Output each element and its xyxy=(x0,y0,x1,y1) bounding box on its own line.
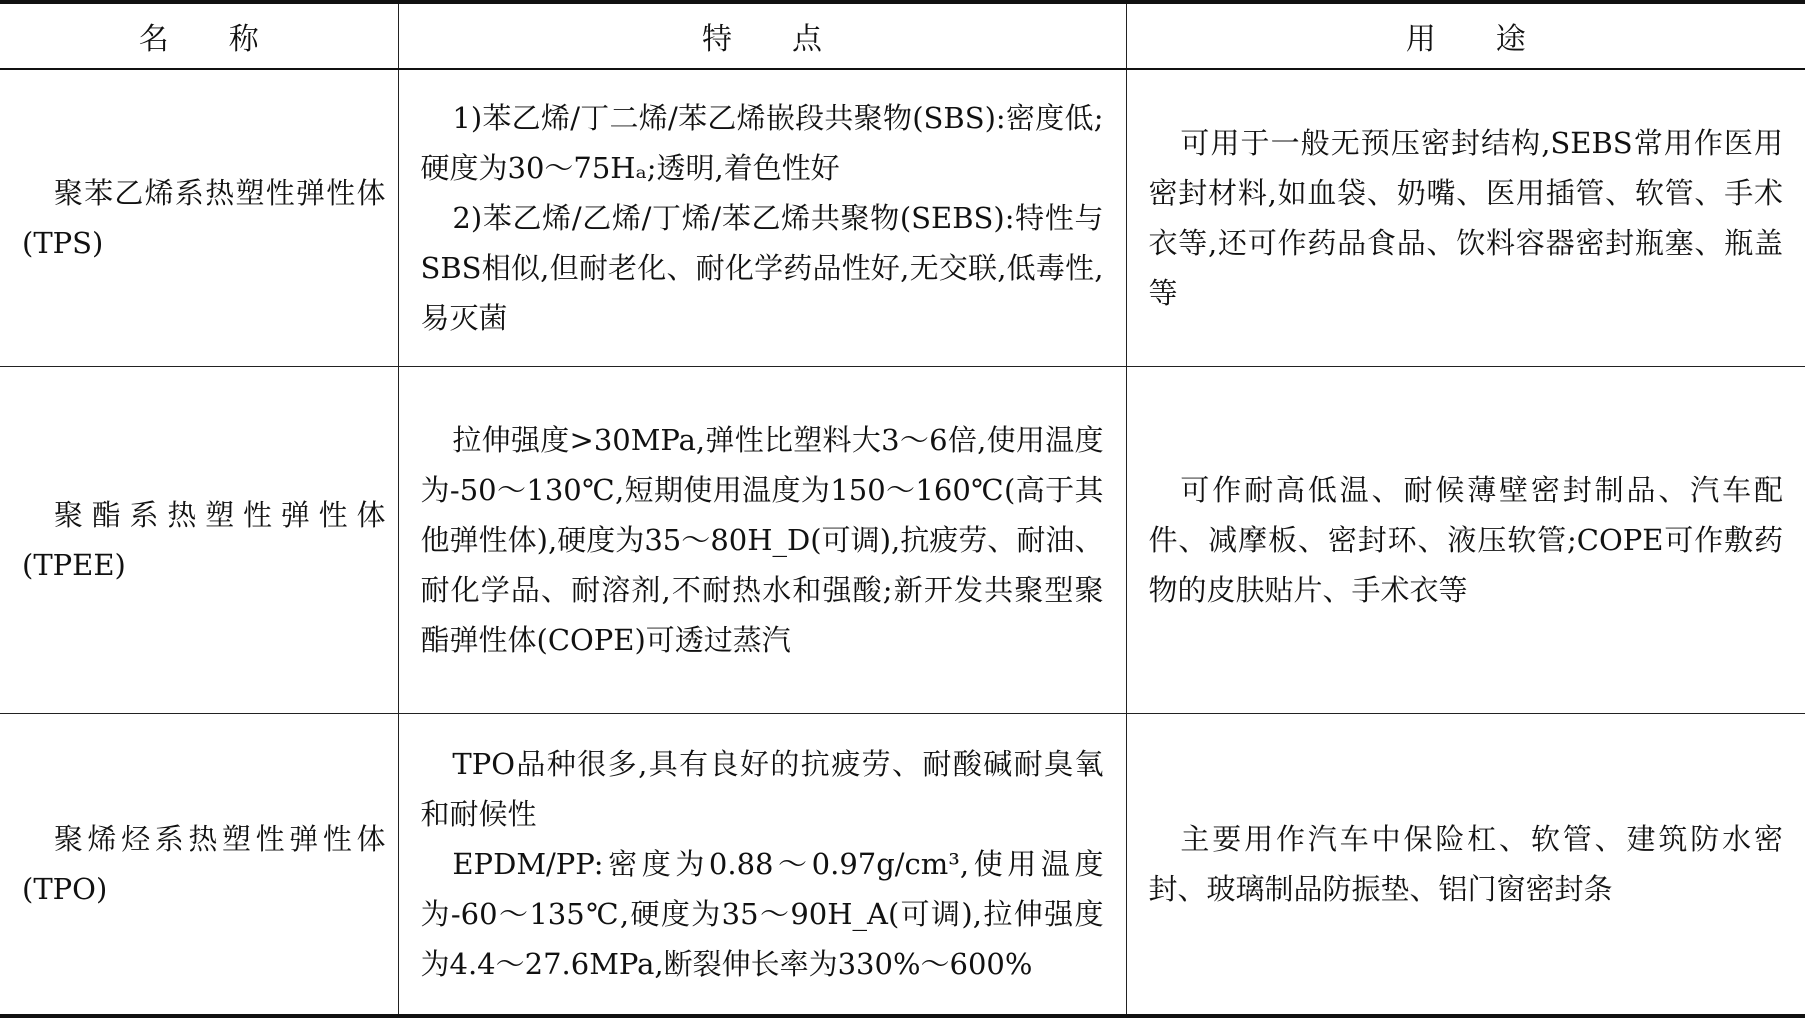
uses-cell xyxy=(1126,69,1805,366)
header-uses: 用 途 xyxy=(1126,2,1805,69)
header-name: 名 称 xyxy=(0,2,398,69)
name-cell xyxy=(0,713,398,1016)
material-name: 聚烯烃系热塑性弹性体(TPO) xyxy=(22,821,386,906)
uses-cell xyxy=(1126,713,1805,1016)
header-row xyxy=(0,2,1805,69)
header-features: 特 点 xyxy=(398,2,1126,69)
features-cell xyxy=(398,713,1126,1016)
feature-paragraph: TPO品种很多,具有良好的抗疲劳、耐酸碱耐臭氧和耐候性 xyxy=(420,746,1104,831)
feature-paragraph: EPDM/PP:密度为0.88～0.97g/cm³,使用温度为-60～135℃,硬度为35～90H_A(可调),拉伸强度为4.4～27.6MPa,断裂伸长率为330%～600% xyxy=(420,846,1104,981)
material-name: 聚苯乙烯系热塑性弹性体(TPS) xyxy=(22,175,386,260)
table-row xyxy=(0,366,1805,713)
uses-text: 可用于一般无预压密封结构,SEBS常用作医用密封材料,如血袋、奶嘴、医用插管、软管、手术衣等,还可作药品食品、饮料容器密封瓶塞、瓶盖等 xyxy=(1148,125,1783,310)
uses-cell xyxy=(1126,366,1805,713)
features-cell xyxy=(398,366,1126,713)
table-row xyxy=(0,713,1805,1016)
feature-paragraph: 拉伸强度>30MPa,弹性比塑料大3～6倍,使用温度为-50～130℃,短期使用温度为150～160℃(高于其他弹性体),硬度为35～80H_D(可调),抗疲劳、耐油、耐化学品、耐溶剂,不耐热水和强酸;新开发共聚型聚酯弹性体(COPE)可透过蒸汽 xyxy=(420,422,1104,657)
uses-text: 可作耐高低温、耐候薄壁密封制品、汽车配件、减摩板、密封环、液压软管;COPE可作敷药物的皮肤贴片、手术衣等 xyxy=(1148,472,1783,607)
feature-paragraph: 1)苯乙烯/丁二烯/苯乙烯嵌段共聚物(SBS):密度低;硬度为30～75Hₐ;透明,着色性好 xyxy=(420,100,1104,185)
feature-paragraph: 2)苯乙烯/乙烯/丁烯/苯乙烯共聚物(SEBS):特性与SBS相似,但耐老化、耐化学药品性好,无交联,低毒性,易灭菌 xyxy=(420,200,1104,335)
name-cell xyxy=(0,366,398,713)
table-row xyxy=(0,69,1805,366)
uses-text: 主要用作汽车中保险杠、软管、建筑防水密封、玻璃制品防振垫、铝门窗密封条 xyxy=(1148,821,1783,906)
features-cell xyxy=(398,69,1126,366)
name-cell xyxy=(0,69,398,366)
material-name: 聚酯系热塑性弹性体(TPEE) xyxy=(22,497,386,582)
